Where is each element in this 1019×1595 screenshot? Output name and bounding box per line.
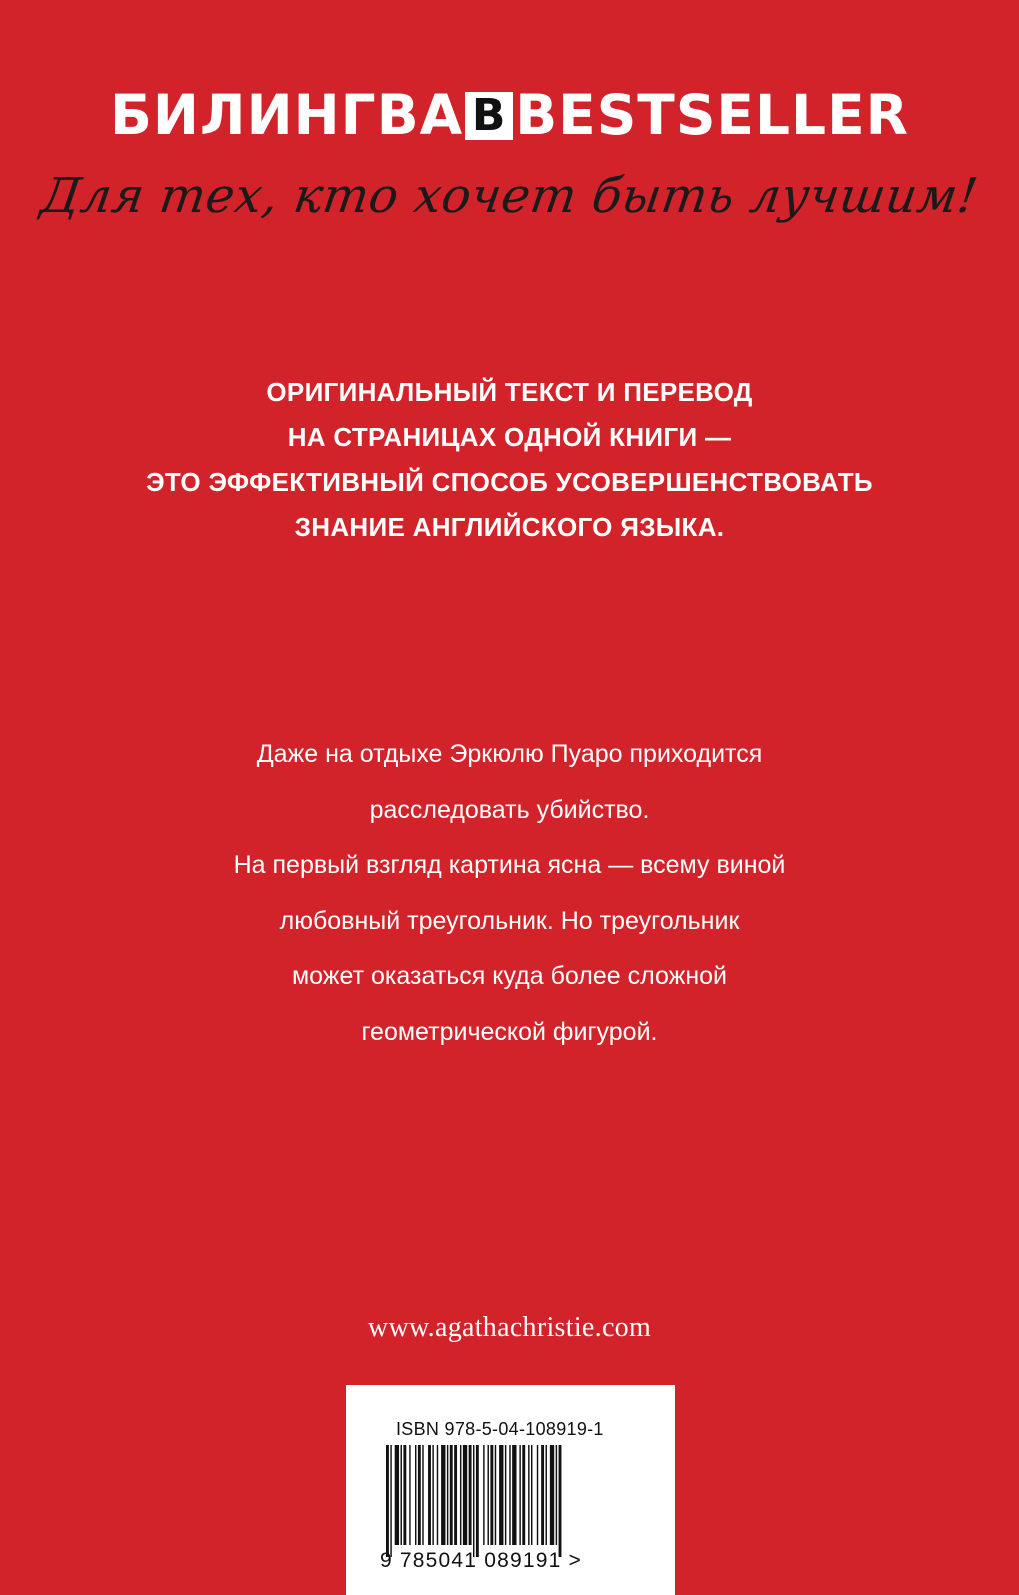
website-link[interactable]: www.agathachristie.com: [367, 1312, 652, 1343]
barcode-bar: [519, 1445, 520, 1545]
barcode-bar: [537, 1445, 538, 1545]
promo-line: ЭТО ЭФФЕКТИВНЫЙ СПОСОБ УСОВЕРШЕНСТВОВАТЬ: [146, 467, 873, 497]
barcode-bar: [441, 1445, 445, 1545]
barcode-bar: [476, 1445, 479, 1557]
series-header: [0, 83, 1019, 147]
series-logo: [109, 83, 910, 147]
description-line: На первый взгляд картина ясна — всему виной: [233, 851, 786, 879]
barcode-panel: [346, 1385, 675, 1595]
barcode-bar: [422, 1445, 423, 1545]
barcode-bar: [450, 1445, 453, 1545]
barcode-bar: [556, 1445, 557, 1545]
barcode-bar: [528, 1445, 529, 1545]
promo-text: [0, 370, 1019, 550]
barcode-bar: [505, 1445, 506, 1545]
description-line: геометрической фигурой.: [361, 1017, 658, 1046]
barcode-icon: [386, 1445, 610, 1557]
barcode-bar: [522, 1445, 525, 1545]
isbn-label: ISBN 978-5-04-108919-1: [396, 1419, 604, 1439]
barcode-bar: [460, 1445, 461, 1545]
barcode-bar: [437, 1445, 438, 1545]
barcode-bar: [390, 1445, 391, 1557]
description-line: расследовать убийство.: [369, 795, 650, 824]
barcode-bar: [483, 1445, 484, 1545]
barcode-bar: [418, 1445, 421, 1545]
barcode-bar: [386, 1445, 389, 1557]
barcode-bar: [409, 1445, 410, 1545]
barcode-bar: [546, 1445, 547, 1545]
promo-line: НА СТРАНИЦАХ ОДНОЙ КНИГИ —: [287, 422, 732, 452]
barcode-bar: [469, 1445, 472, 1545]
barcode-bar: [415, 1445, 416, 1545]
barcode-bar: [473, 1445, 474, 1557]
series-slogan: Для тех, кто хочет быть лучшим!: [37, 168, 982, 224]
book-description: [0, 727, 1019, 1060]
series-name-left: БИЛИНГВА: [109, 83, 464, 147]
promo-line: ОРИГИНАЛЬНЫЙ ТЕКСТ И ПЕРЕВОД: [266, 377, 753, 407]
barcode-bar: [550, 1445, 554, 1545]
series-badge-icon: B: [465, 92, 513, 140]
barcode-bar: [463, 1445, 467, 1545]
barcode-digits: 9 785041 089191 >: [380, 1549, 582, 1572]
barcode-bar: [499, 1445, 503, 1545]
barcode-bar: [454, 1445, 457, 1545]
barcode-bar: [559, 1445, 562, 1557]
barcode-bar: [490, 1445, 493, 1545]
promo-line: ЗНАНИЕ АНГЛИЙСКОГО ЯЗЫКА.: [294, 512, 725, 542]
barcode-bar: [541, 1445, 544, 1545]
barcode-bar: [447, 1445, 448, 1545]
barcode-bar: [395, 1445, 399, 1545]
barcode-bar: [488, 1445, 489, 1545]
barcode-bar: [403, 1445, 406, 1545]
series-name-right: BESTSELLER: [515, 83, 910, 147]
barcode-bar: [495, 1445, 496, 1545]
barcode-bar: [531, 1445, 532, 1545]
barcode-bar: [509, 1445, 510, 1545]
description-line: может оказаться куда более сложной: [291, 962, 728, 990]
barcode-bar: [432, 1445, 433, 1545]
description-line: любовный треугольник. Но треугольник: [279, 906, 740, 935]
description-line: Даже на отдыхе Эркюлю Пуаро приходится: [256, 740, 763, 768]
barcode-bar: [401, 1445, 402, 1545]
barcode-bar: [428, 1445, 431, 1545]
barcode-bar: [512, 1445, 516, 1545]
